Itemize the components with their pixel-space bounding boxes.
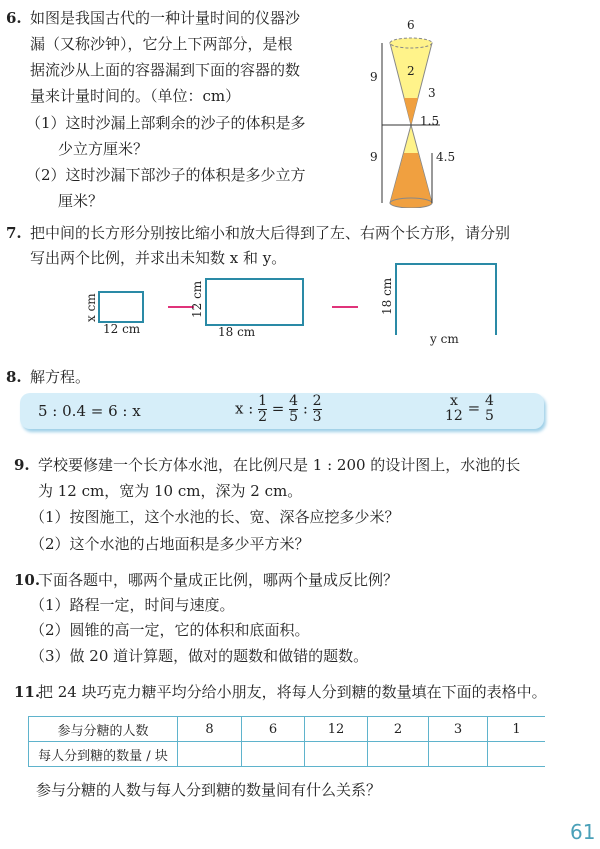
q10-sub: （3）做 20 道计算题，做对的题数和做错的题数。 xyxy=(30,647,369,665)
q9-number: 9. xyxy=(14,456,30,474)
fraction: $\frac{2}{3}$ xyxy=(312,393,322,425)
answer-cell[interactable] xyxy=(488,742,546,767)
q9-line: 为 12 cm，宽为 10 cm，深为 2 cm。 xyxy=(38,482,303,500)
answer-cell[interactable] xyxy=(368,742,429,767)
table-row xyxy=(29,742,546,767)
answer-cell[interactable] xyxy=(305,742,368,767)
q11-number: 11. xyxy=(14,683,41,701)
q7-number: 7. xyxy=(6,224,22,242)
q10-title: 下面各题中，哪两个量成正比例，哪两个量成反比例？ xyxy=(38,571,399,589)
table-cell: 3 xyxy=(429,717,488,742)
label-lower-height: 9 xyxy=(370,150,378,164)
fraction: 4 5 xyxy=(484,393,494,424)
q6-sub2-cont: 厘米？ xyxy=(58,192,104,210)
eq2-colon: : xyxy=(302,399,308,418)
q11-question: 参与分糖的人数与每人分到糖的数量间有什么关系？ xyxy=(36,781,382,799)
row-header: 每人分到糖的数量 / 块 xyxy=(29,742,178,767)
page-number: 61 xyxy=(570,820,596,844)
fraction: x 12 xyxy=(445,393,463,424)
row-header: 参与分糖的人数 xyxy=(29,717,178,742)
q8-title: 解方程。 xyxy=(30,368,91,386)
q6-sub2: （2）这时沙漏下部沙子的体积是多少立方 xyxy=(26,166,306,184)
table-cell: 1 xyxy=(488,717,546,742)
q9-sub1: （1）按图施工，这个水池的长、宽、深各应挖多少米？ xyxy=(30,508,400,526)
rect-large-width: y cm xyxy=(430,332,459,346)
q6-line: 如图是我国古代的一种计量时间的仪器沙 xyxy=(30,9,301,27)
label-radius: 1.5 xyxy=(420,114,440,128)
rect-small-height: x cm xyxy=(84,293,98,322)
eq3-equals: = xyxy=(467,399,481,417)
q10-sub: （2）圆锥的高一定，它的体积和底面积。 xyxy=(30,621,310,639)
fraction: $\frac{1}{2}$ xyxy=(258,393,267,425)
table-cell: 2 xyxy=(368,717,429,742)
hourglass-figure xyxy=(370,18,460,208)
answer-cell[interactable] xyxy=(429,742,488,767)
eq2-equals: = xyxy=(271,399,285,418)
q11-title: 把 24 块巧克力糖平均分给小朋友，将每人分到糖的数量填在下面的表格中。 xyxy=(38,683,547,701)
eq2-x: x : xyxy=(235,399,254,418)
equation-2 xyxy=(235,394,322,425)
q8-number: 8. xyxy=(6,368,22,386)
equation-3 xyxy=(445,394,494,424)
q7-line: 把中间的长方形分别按比缩小和放大后得到了左、右两个长方形，请分别 xyxy=(30,224,511,242)
answer-cell[interactable] xyxy=(242,742,305,767)
arrow-right-icon xyxy=(332,306,358,308)
rect-large-height: 18 cm xyxy=(380,277,394,315)
rect-small-width: 12 cm xyxy=(103,322,141,336)
q6-line: 量来计量时间的。（单位：cm） xyxy=(30,87,241,105)
q6-number: 6. xyxy=(6,9,22,27)
q9-sub2: （2）这个水池的占地面积是多少平方米？ xyxy=(30,535,310,553)
equation-1: 5 : 0.4 = 6 : x xyxy=(38,402,141,420)
q6-line: 漏（又称沙钟），它分上下两部分，是根 xyxy=(30,35,293,53)
fraction: $\frac{4}{5}$ xyxy=(289,393,299,425)
candy-table xyxy=(28,716,545,767)
q6-sub1: （1）这时沙漏上部剩余的沙子的体积是多 xyxy=(26,114,306,132)
label-sand-diameter: 2 xyxy=(407,64,415,78)
rect-middle-height: 12 cm xyxy=(190,280,204,318)
label-sand-height: 3 xyxy=(428,86,436,100)
q10-sub: （1）路程一定，时间与速度。 xyxy=(30,596,235,614)
rect-small xyxy=(98,291,144,323)
label-top-diameter: 6 xyxy=(407,18,415,32)
table-cell: 8 xyxy=(178,717,242,742)
label-upper-height: 9 xyxy=(370,70,378,84)
rect-middle-width: 18 cm xyxy=(218,325,256,339)
q6-line: 据流沙从上面的容器漏到下面的容器的数 xyxy=(30,61,301,79)
q7-line: 写出两个比例，并求出未知数 x 和 y。 xyxy=(30,249,287,267)
label-bottom-height: 4.5 xyxy=(436,150,456,164)
table-row xyxy=(29,717,546,742)
answer-cell[interactable] xyxy=(178,742,242,767)
rect-large xyxy=(395,263,497,335)
rect-middle xyxy=(205,278,304,326)
q10-number: 10. xyxy=(14,571,41,589)
q9-line: 学校要修建一个长方体水池，在比例尺是 1 : 200 的设计图上，水池的长 xyxy=(38,456,521,474)
table-cell: 6 xyxy=(242,717,305,742)
table-cell: 12 xyxy=(305,717,368,742)
q6-sub1-cont: 少立方厘米？ xyxy=(58,140,149,158)
